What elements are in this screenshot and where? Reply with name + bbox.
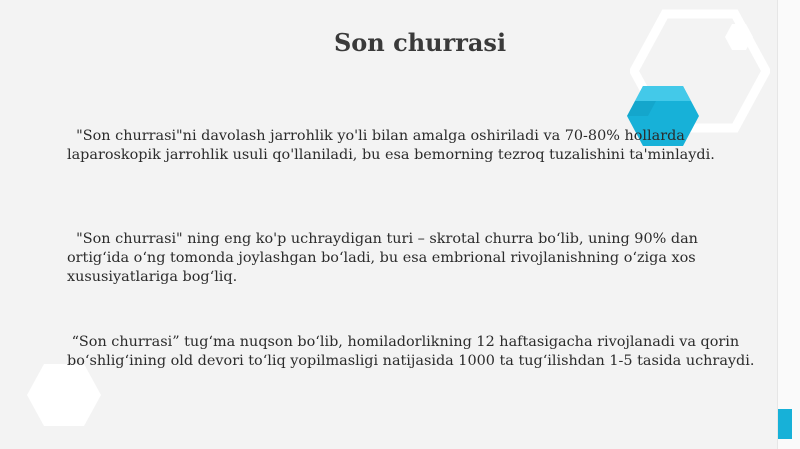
hexagon-white-bottom-decoration — [26, 362, 102, 428]
right-edge-bar — [777, 0, 800, 449]
paragraph-treatment: "Son churrasi"ni davolash jarrohlik yo'li bilan amalga oshiriladi va 70-80% hollarda laparoskopik jarrohlik usuli qo'llaniladi, bu esa bemorning tezroq tuzalishini ta'minlaydi. — [67, 128, 715, 163]
accent-tab — [778, 409, 792, 439]
paragraph-scrotal-hernia: "Son churrasi" ning eng ko'p uchraydigan turi – skrotal churra bo‘lib, uning 90% dan ortig‘ida o‘ng tomonda joylashgan bo‘ladi, bu esa embrional rivojlanishning o‘ziga xos xususiyatlariga bog‘liq. — [67, 231, 703, 285]
paragraph-congenital-defect: “Son churrasi” tug‘ma nuqson bo‘lib, homiladorlikning 12 haftasigacha rivojlanadi va qorin bo‘shlig‘ining old devori to‘liq yopilmasligi natijasida 1000 ta tug‘ilishdan 1-5 tasida uchraydi. — [67, 334, 755, 369]
slide-title: Son churrasi — [333, 28, 507, 57]
